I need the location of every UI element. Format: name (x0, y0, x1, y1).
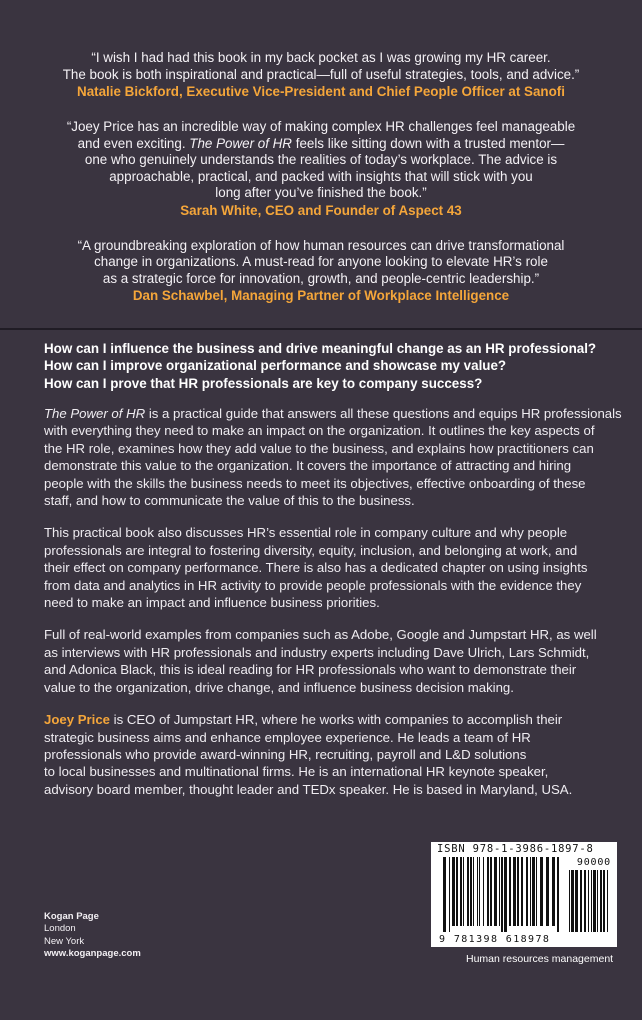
author-name: Joey Price (44, 712, 110, 728)
quote-line: long after you’ve finished the book.” (215, 185, 427, 200)
barcode-bar (591, 870, 592, 932)
intro-paragraph (44, 405, 622, 509)
barcode-bar (470, 857, 472, 926)
barcode-bar (540, 857, 543, 926)
body-line: to local businesses and multinational firms. He is an international HR keynote speaker, (44, 764, 549, 780)
barcode-bar (490, 857, 492, 926)
body-fragment: is CEO of Jumpstart HR, where he works with companies to accomplish their (109, 712, 563, 728)
publisher-name: Kogan Page (44, 911, 99, 922)
book-title-italic: The Power of HR (44, 406, 146, 421)
barcode-bar (584, 870, 586, 932)
question-1: How can I influence the business and drive meaningful change as an HR professional? (44, 341, 597, 356)
body-line: value to the organization, drive change, and influence business decision making. (44, 679, 514, 695)
barcode-bar (483, 857, 484, 926)
barcode-bar (552, 857, 555, 926)
quote-line: approachable, practical, and packed with insights that will stick with you (109, 168, 533, 184)
isbn-barcode (431, 842, 617, 947)
publisher-block (44, 911, 141, 960)
quote-line: “I wish I had had this book in my back pocket as I was growing my HR career. (91, 50, 551, 65)
body-line: staff, and how to communicate the value of this to the business. (44, 493, 415, 509)
barcode-bar (463, 857, 464, 926)
barcode-bar (456, 857, 458, 926)
blurb (44, 405, 622, 813)
endorsement-bickford (36, 50, 606, 100)
quote-attribution: Natalie Bickford, Executive Vice-President and Chief People Officer at Sanofi (77, 84, 565, 99)
body-line: strategic business aims and enhance employee experience. He leads a team of HR (44, 729, 531, 745)
quote-attribution: Sarah White, CEO and Founder of Aspect 43 (180, 202, 462, 218)
endorsement-white (36, 119, 606, 219)
body-line: professionals who provide award-winning HR, recruiting, payroll and L&D solutions (44, 746, 527, 762)
ean-digits: 9 781398 618978 (439, 934, 551, 945)
body-line: their effect on company performance. There is also has a dedicated chapter on using insights (44, 560, 588, 576)
barcode-bar (600, 870, 602, 932)
barcode-bar (504, 857, 507, 932)
quote-fragment: feels like sitting down with a trusted mentor— (295, 135, 565, 151)
question-2: How can I improve organizational performance and showcase my value? (44, 358, 507, 374)
quote-line: change in organizations. A must-read for anyone looking to elevate HR’s role (94, 254, 548, 269)
body-line: people with the skills the business needs to meet its objectives, effective onboarding of these (44, 475, 586, 491)
body-line: Full of real-world examples from companies such as Adobe, Google and Jumpstart HR, as well (44, 627, 597, 643)
key-questions (44, 340, 614, 392)
body-line: as interviews with HR professionals and industry experts including Dave Ulrich, Lars Schmidt, (44, 644, 590, 660)
barcode-bar (526, 857, 528, 926)
barcode-bar (473, 857, 474, 926)
examples-paragraph (44, 626, 619, 696)
body-line: from data and analytics in HR activity to provide people professionals with the evidence they (44, 577, 582, 593)
barcode-bar (499, 857, 500, 926)
publisher-city: New York (44, 935, 85, 947)
body-line: and Adonica Black, this is ideal reading for HR professionals who want to demonstrate their (44, 662, 577, 678)
isbn-number: ISBN 978-1-3986-1897-8 (437, 843, 594, 855)
barcode-bar (607, 870, 608, 932)
publisher-url: www.koganpage.com (44, 947, 141, 959)
body-line (44, 711, 619, 728)
section-divider (0, 328, 642, 330)
endorsement-schawbel (36, 238, 606, 305)
body-line: the HR role, examines how they add value to the business, and explains how practitioners can (44, 440, 594, 456)
barcode-bar (593, 870, 596, 932)
barcode-bar (460, 857, 462, 926)
body-line: need to make an impact and influence business priorities. (44, 595, 380, 611)
question-3: How can I prove that HR professionals are key to company success? (44, 375, 483, 391)
barcode-bar (569, 870, 570, 932)
barcode-bar (477, 857, 478, 926)
barcode-bar (532, 857, 535, 926)
price-code: 90000 (576, 857, 611, 868)
quote-line (36, 136, 606, 153)
publisher-city: London (44, 923, 76, 935)
barcode-bar (588, 870, 589, 932)
body-line: professionals are integral to fostering diversity, equity, inclusion, and belonging at work, and (44, 542, 578, 558)
barcode-bar (487, 857, 489, 926)
barcode-bar (452, 857, 455, 926)
endorsements (36, 50, 606, 323)
barcode-bar (521, 857, 523, 926)
barcode-bar (517, 857, 519, 926)
barcode-bar (479, 857, 480, 926)
barcode-bar (603, 870, 605, 932)
culture-paragraph (44, 524, 619, 611)
barcode-bar (546, 857, 549, 926)
barcode-bar (443, 857, 446, 932)
barcode-bar (530, 857, 531, 926)
barcode-bar (557, 857, 559, 932)
subject-category: Human resources management (466, 953, 614, 965)
quote-line: The book is both inspirational and practical—full of useful strategies, tools, and advice.” (62, 66, 580, 82)
body-line: demonstrate this value to the organization. It covers the importance of attracting and hiring (44, 458, 572, 474)
quote-line: “A groundbreaking exploration of how human resources can drive transformational (77, 237, 565, 253)
body-fragment: is a practical guide that answers all these questions and equips HR professionals (145, 406, 622, 421)
quote-line: as a strategic force for innovation, growth, and people-centric leadership.” (102, 270, 540, 286)
author-bio (44, 711, 619, 798)
book-title-italic: The Power of HR (189, 135, 292, 151)
body-line: advisory board member, thought leader and TEDx speaker. He is based in Maryland, USA. (44, 781, 573, 797)
barcode-bar (467, 857, 469, 926)
quote-attribution: Dan Schawbel, Managing Partner of Workplace Intelligence (132, 288, 510, 303)
quote-line: one who genuinely understands the realities of today’s workplace. The advice is (84, 152, 558, 167)
barcode-bar (449, 857, 450, 932)
body-line: with everything they need to make an impact on the organization. It outlines the key aspects of (44, 423, 595, 439)
barcode-bar (536, 857, 537, 926)
barcode-bar (597, 870, 598, 932)
barcode-bar (509, 857, 511, 926)
barcode-bar (575, 870, 578, 932)
barcode-bar (501, 857, 503, 932)
barcode-bar (513, 857, 516, 926)
quote-line: “Joey Price has an incredible way of making complex HR challenges feel manageable (66, 119, 576, 134)
barcode-bar (494, 857, 497, 926)
quote-fragment: and even exciting. (77, 135, 186, 151)
body-line (44, 405, 622, 422)
body-line: This practical book also discusses HR’s essential role in company culture and why people (44, 525, 568, 541)
barcode-bar (580, 870, 582, 932)
barcode-bar (571, 870, 574, 932)
